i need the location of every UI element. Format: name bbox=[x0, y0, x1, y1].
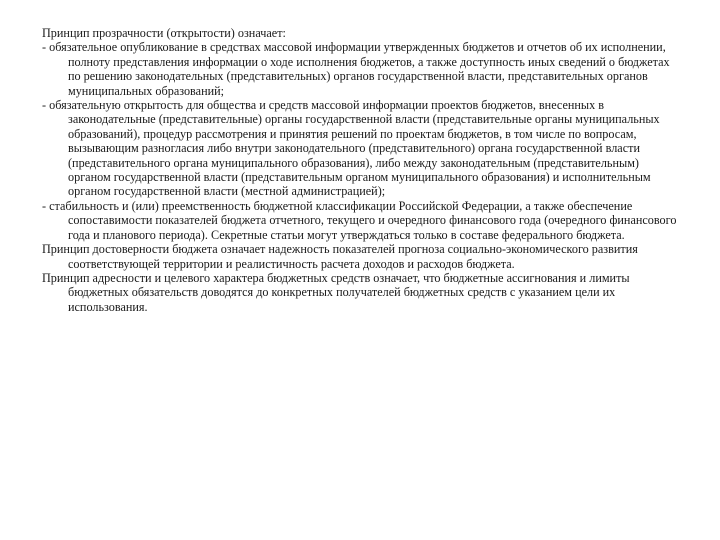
paragraph-mandatory-openness: - обязательную открытость для общества и средств массовой информации проектов бюджетов, внесенных в законодательные (представительные) органы государственной власти (представительные органы муниципальных образований), процедур рассмотрения и принятия решений по проектам бюджетов, в том числе по вопросам, вызывающим разногласия либо внутри законодательного (представительного) органа государственной власти (представительного органа муниципального образования), либо между законодательным (представительным) органом государственной власти (представительным органом муниципального образования) и исполнительным органом государственной власти (местной администрацией); bbox=[42, 98, 660, 199]
paragraph-classification-stability: - стабильность и (или) преемственность бюджетной классификации Российской Федерации, а также обеспечение сопоставимости показателей бюджета отчетного, текущего и очередного финансового года (очередного финансового года и планового периода). Секретные статьи могут утверждаться только в составе федерального бюджета. bbox=[42, 198, 677, 242]
document-body bbox=[42, 26, 682, 314]
paragraph-transparency-principle: Принцип прозрачности (открытости) означает: bbox=[42, 26, 286, 40]
paragraph-mandatory-publication: - обязательное опубликование в средствах массовой информации утвержденных бюджетов и отчетов об их исполнении, полноту представления информации о ходе исполнения бюджетов, а также доступность иных сведений о бюджетах по решению законодательных (представительных) органов государственной власти, представительных органов муниципальных образований; bbox=[42, 40, 670, 98]
paragraph-reliability-principle: Принцип достоверности бюджета означает надежность показателей прогноза социально-экономического развития соответствующей территории и реалистичность расчета доходов и расходов бюджета. bbox=[42, 242, 638, 271]
paragraph-targeting-principle: Принцип адресности и целевого характера бюджетных средств означает, что бюджетные ассигнования и лимиты бюджетных обязательств доводятся до конкретных получателей бюджетных средств с указанием цели их использования. bbox=[42, 270, 630, 314]
